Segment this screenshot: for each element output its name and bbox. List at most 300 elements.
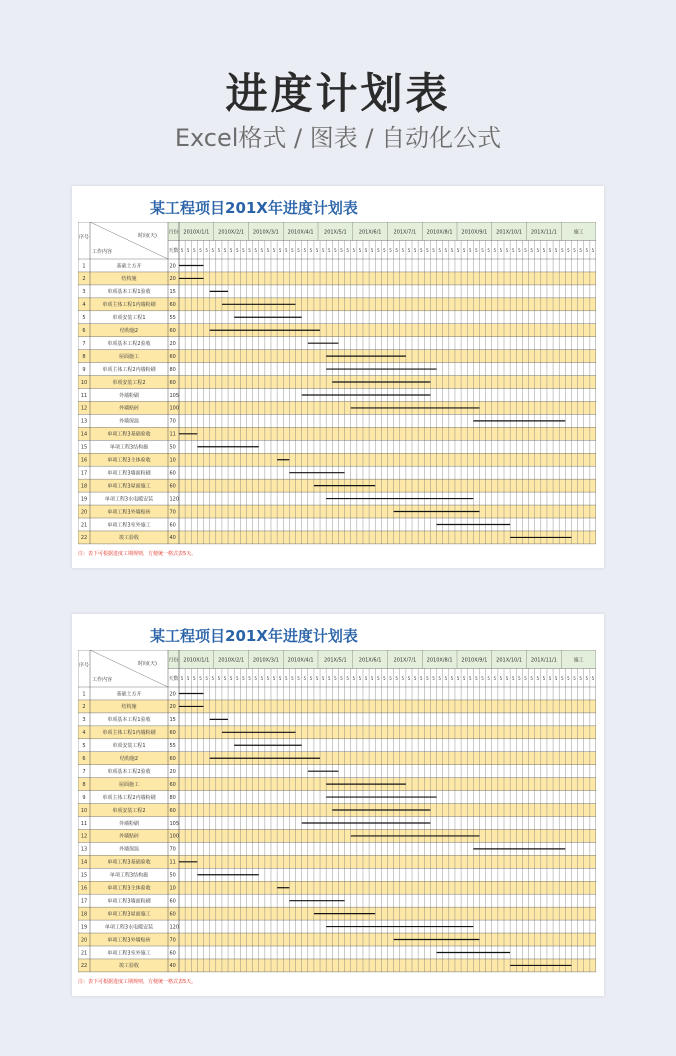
day-tick-label: 5 xyxy=(505,247,509,253)
row-number: 1 xyxy=(82,263,86,270)
row-number: 15 xyxy=(80,872,88,879)
day-tick-label: 5 xyxy=(389,675,392,681)
hero-subtitle: Excel格式 / 图表 / 自动化公式 xyxy=(174,124,502,152)
row-number: 7 xyxy=(82,340,86,347)
task-days: 20 xyxy=(169,704,176,711)
row-number: 21 xyxy=(80,522,88,529)
day-tick-label: 5 xyxy=(186,247,190,253)
day-tick-label: 5 xyxy=(291,675,294,681)
time-header: 时间(天) xyxy=(138,233,157,239)
task-name: 单项工程3屋面施工 xyxy=(107,911,151,918)
row-number: 16 xyxy=(80,885,88,892)
gantt-svg xyxy=(78,650,596,973)
day-tick-label: 5 xyxy=(511,247,515,253)
day-tick-label: 5 xyxy=(340,675,343,681)
task-days: 60 xyxy=(169,522,176,529)
days-col-header: 天数 xyxy=(168,675,179,682)
day-tick-label: 5 xyxy=(469,675,472,681)
day-tick-label: 5 xyxy=(444,247,448,253)
row-number: 20 xyxy=(80,937,88,944)
day-tick-label: 5 xyxy=(395,675,398,681)
day-tick-label: 5 xyxy=(205,247,208,253)
row-number: 8 xyxy=(82,353,86,360)
day-tick-label: 5 xyxy=(266,247,270,253)
day-tick-label: 5 xyxy=(573,247,576,253)
day-tick-label: 5 xyxy=(481,247,484,253)
task-name: 结构施 xyxy=(121,276,137,283)
day-tick-label: 5 xyxy=(346,675,349,681)
seq-header: 序号 xyxy=(78,662,90,669)
sheet-title: 某工程项目201X年进度计划表 xyxy=(150,199,358,217)
task-name: 屋面施工 xyxy=(118,781,140,788)
day-tick-label: 5 xyxy=(493,675,497,681)
task-name: 单项主体工程2内墙粉刷 xyxy=(102,794,156,801)
task-days: 60 xyxy=(169,470,176,477)
day-tick-label: 5 xyxy=(542,675,546,681)
row-bg xyxy=(78,427,596,440)
task-name: 外墙保温 xyxy=(118,846,140,853)
seq-header: 序号 xyxy=(78,234,90,241)
day-tick-label: 5 xyxy=(426,247,429,253)
row-number: 11 xyxy=(80,392,88,399)
day-tick-label: 5 xyxy=(180,675,184,681)
day-tick-label: 5 xyxy=(370,247,374,253)
day-tick-label: 5 xyxy=(321,247,325,253)
day-tick-label: 5 xyxy=(383,675,386,681)
day-tick-label: 5 xyxy=(462,247,466,253)
task-name: 单项工程3基础验收 xyxy=(107,859,151,866)
month-label: 201X/7/1 xyxy=(393,229,417,236)
day-tick-label: 5 xyxy=(548,247,552,253)
day-tick-label: 5 xyxy=(493,247,497,253)
month-label: 施工 xyxy=(573,229,584,236)
day-tick-label: 5 xyxy=(260,247,264,253)
row-number: 6 xyxy=(82,328,86,335)
month-label: 201X/5/1 xyxy=(324,657,347,664)
day-tick-label: 5 xyxy=(278,675,282,681)
row-number: 19 xyxy=(80,924,88,931)
task-name: 单项基本工程2验收 xyxy=(107,340,151,347)
spreadsheet-preview-2 xyxy=(72,614,604,996)
day-tick-label: 5 xyxy=(579,247,582,253)
day-tick-label: 5 xyxy=(377,247,380,253)
day-tick-label: 5 xyxy=(254,675,257,681)
days-col-header: 天数 xyxy=(168,247,179,254)
task-days: 105 xyxy=(169,820,180,827)
row-bg xyxy=(78,700,596,713)
row-bg xyxy=(78,272,596,285)
day-tick-label: 5 xyxy=(217,247,221,253)
day-tick-label: 5 xyxy=(205,675,208,681)
task-days: 20 xyxy=(169,691,176,698)
month-label: 2010X/1/1 xyxy=(183,229,210,236)
day-tick-label: 5 xyxy=(499,675,503,681)
month-label: 201X/10/1 xyxy=(496,229,523,236)
task-days: 60 xyxy=(169,328,176,335)
task-name: 外墙贴砖 xyxy=(118,833,140,840)
day-tick-label: 5 xyxy=(450,247,454,253)
task-days: 80 xyxy=(169,366,176,373)
task-days: 40 xyxy=(169,535,176,542)
task-days: 100 xyxy=(169,833,180,840)
task-days: 20 xyxy=(169,340,176,347)
row-bg xyxy=(78,868,596,881)
day-tick-label: 5 xyxy=(272,675,276,681)
task-days: 60 xyxy=(169,807,176,814)
task-name: 单项安装工程1 xyxy=(112,743,146,750)
row-number: 9 xyxy=(82,366,86,373)
month-label: 2010X/8/1 xyxy=(426,657,453,664)
task-days: 20 xyxy=(169,263,176,270)
task-name: 单项工程3结构施 xyxy=(109,872,149,879)
row-bg xyxy=(78,933,596,946)
day-tick-label: 5 xyxy=(401,675,405,681)
day-tick-label: 5 xyxy=(193,675,196,681)
day-tick-label: 5 xyxy=(297,247,300,253)
day-tick-label: 5 xyxy=(407,247,411,253)
day-tick-label: 5 xyxy=(370,675,374,681)
month-label: 201X/10/1 xyxy=(496,657,523,664)
row-bg xyxy=(78,946,596,959)
row-bg xyxy=(78,687,596,700)
row-number: 14 xyxy=(80,859,88,866)
day-tick-label: 5 xyxy=(315,247,319,253)
day-tick-label: 5 xyxy=(518,247,521,253)
day-tick-label: 5 xyxy=(340,247,343,253)
task-days: 60 xyxy=(169,379,176,386)
row-number: 9 xyxy=(82,794,86,801)
day-tick-label: 5 xyxy=(407,675,411,681)
task-days: 60 xyxy=(169,781,176,788)
task-name: 结构施 xyxy=(121,704,137,711)
task-days: 60 xyxy=(169,911,176,918)
task-name: 单项基本工程1验收 xyxy=(107,289,151,296)
day-tick-label: 5 xyxy=(591,247,595,253)
task-days: 80 xyxy=(169,794,176,801)
day-tick-label: 5 xyxy=(542,247,546,253)
task-days: 60 xyxy=(169,302,176,309)
task-days: 15 xyxy=(169,717,176,724)
day-tick-label: 5 xyxy=(591,675,595,681)
day-tick-label: 5 xyxy=(560,247,564,253)
month-label: 2010X/9/1 xyxy=(461,229,488,236)
day-tick-label: 5 xyxy=(432,675,435,681)
row-number: 22 xyxy=(80,963,88,970)
row-bg xyxy=(78,518,596,531)
day-tick-label: 5 xyxy=(186,675,190,681)
task-name: 外墙贴砖 xyxy=(118,405,140,412)
day-tick-label: 5 xyxy=(193,247,196,253)
day-tick-label: 5 xyxy=(530,675,533,681)
month-label: 施工 xyxy=(573,657,584,664)
day-tick-label: 5 xyxy=(524,675,527,681)
gantt-svg xyxy=(78,222,596,545)
row-bg xyxy=(78,298,596,311)
day-tick-label: 5 xyxy=(573,675,576,681)
task-name: 单项工程3基础验收 xyxy=(107,431,151,438)
day-tick-label: 5 xyxy=(567,675,570,681)
day-tick-label: 5 xyxy=(364,247,368,253)
day-tick-label: 5 xyxy=(413,247,417,253)
task-days: 60 xyxy=(169,483,176,490)
row-number: 22 xyxy=(80,535,88,542)
day-tick-label: 5 xyxy=(419,247,423,253)
day-tick-label: 5 xyxy=(346,247,349,253)
day-tick-label: 5 xyxy=(481,675,484,681)
day-tick-label: 5 xyxy=(567,247,570,253)
task-days: 55 xyxy=(169,315,176,322)
row-number: 17 xyxy=(80,898,88,905)
day-tick-label: 5 xyxy=(211,675,215,681)
day-tick-label: 5 xyxy=(413,675,417,681)
row-number: 4 xyxy=(82,302,86,309)
day-tick-label: 5 xyxy=(327,675,331,681)
row-number: 17 xyxy=(80,470,88,477)
task-days: 60 xyxy=(169,898,176,905)
day-tick-label: 5 xyxy=(242,675,245,681)
day-tick-label: 5 xyxy=(260,675,264,681)
day-tick-label: 5 xyxy=(285,247,288,253)
day-tick-label: 5 xyxy=(291,247,294,253)
day-tick-label: 5 xyxy=(272,247,276,253)
row-bg xyxy=(78,401,596,414)
task-name: 单项主体工程1内墙粉刷 xyxy=(102,730,156,737)
day-tick-label: 5 xyxy=(456,675,460,681)
day-tick-label: 5 xyxy=(315,675,319,681)
day-tick-label: 5 xyxy=(456,247,460,253)
day-tick-label: 5 xyxy=(511,675,515,681)
task-name: 单项工程3外墙贴砖 xyxy=(107,509,151,516)
task-name: 外墙粉刷 xyxy=(118,392,140,399)
task-name: 基础土方开 xyxy=(116,691,142,698)
task-name: 结构施2 xyxy=(119,328,139,335)
day-tick-label: 5 xyxy=(303,675,306,681)
day-tick-label: 5 xyxy=(303,247,306,253)
sheet-note: 注：表下可根据进度工期规则，方便统一格式表5天。 xyxy=(78,551,197,557)
day-tick-label: 5 xyxy=(327,247,331,253)
day-tick-label: 5 xyxy=(211,247,215,253)
day-tick-label: 5 xyxy=(432,247,435,253)
row-bg xyxy=(78,285,596,298)
task-name: 外墙保温 xyxy=(118,418,140,425)
day-tick-label: 5 xyxy=(536,675,540,681)
day-tick-label: 5 xyxy=(248,247,251,253)
task-name: 单项工程3主体验收 xyxy=(107,457,151,464)
task-name: 单项工程3水电暖安装 xyxy=(104,924,154,931)
day-tick-label: 5 xyxy=(505,675,509,681)
task-name: 竣工验收 xyxy=(118,535,140,542)
row-number: 19 xyxy=(80,496,88,503)
row-number: 3 xyxy=(82,717,86,724)
day-tick-label: 5 xyxy=(321,675,325,681)
day-tick-label: 5 xyxy=(585,247,589,253)
task-days: 120 xyxy=(169,496,180,503)
row-bg xyxy=(78,311,596,324)
day-tick-label: 5 xyxy=(438,247,441,253)
row-bg xyxy=(78,440,596,453)
gantt-table xyxy=(78,222,596,548)
day-tick-label: 5 xyxy=(358,247,362,253)
row-number: 16 xyxy=(80,457,88,464)
row-bg xyxy=(78,505,596,518)
task-name: 单项工程3墙面粉刷 xyxy=(107,470,151,477)
task-name: 单项工程3主体验收 xyxy=(107,885,151,892)
task-days: 10 xyxy=(169,457,176,464)
month-label: 201X/7/1 xyxy=(393,657,417,664)
row-bg xyxy=(78,855,596,868)
day-tick-label: 5 xyxy=(248,675,251,681)
day-tick-label: 5 xyxy=(334,675,337,681)
row-bg xyxy=(78,739,596,752)
task-name: 单项安装工程2 xyxy=(112,379,146,386)
task-name: 单项基本工程2验收 xyxy=(107,768,151,775)
day-tick-label: 5 xyxy=(235,675,239,681)
day-tick-label: 5 xyxy=(560,675,564,681)
day-tick-label: 5 xyxy=(242,247,245,253)
task-name: 单项主体工程1内墙粉刷 xyxy=(102,302,156,309)
row-number: 1 xyxy=(82,691,86,698)
month-label: 2010X/2/1 xyxy=(218,657,245,664)
day-tick-label: 5 xyxy=(462,675,466,681)
day-tick-label: 5 xyxy=(217,675,221,681)
day-tick-label: 5 xyxy=(297,675,300,681)
task-name: 外墙粉刷 xyxy=(118,820,140,827)
day-tick-label: 5 xyxy=(438,675,441,681)
day-tick-label: 5 xyxy=(352,247,356,253)
day-tick-label: 5 xyxy=(389,247,392,253)
month-label: 2010X/3/1 xyxy=(252,657,279,664)
task-name: 单项工程3屋面施工 xyxy=(107,483,151,490)
day-tick-label: 5 xyxy=(309,675,313,681)
row-number: 10 xyxy=(80,807,88,814)
task-days: 15 xyxy=(169,289,176,296)
month-col-header: 月份 xyxy=(168,229,179,236)
day-tick-label: 5 xyxy=(377,675,380,681)
day-tick-label: 5 xyxy=(536,247,540,253)
row-number: 7 xyxy=(82,768,86,775)
day-tick-label: 5 xyxy=(487,675,490,681)
day-tick-label: 5 xyxy=(223,247,227,253)
day-tick-label: 5 xyxy=(266,675,270,681)
task-days: 70 xyxy=(169,418,176,425)
row-number: 6 xyxy=(82,756,86,763)
task-name: 单项主体工程2内墙粉刷 xyxy=(102,366,156,373)
task-days: 60 xyxy=(169,756,176,763)
day-tick-label: 5 xyxy=(426,675,429,681)
month-label: 201X/6/1 xyxy=(358,657,382,664)
task-days: 105 xyxy=(169,392,180,399)
row-bg xyxy=(78,713,596,726)
task-days: 50 xyxy=(169,444,176,451)
task-days: 60 xyxy=(169,730,176,737)
month-label: 201X/6/1 xyxy=(358,229,382,236)
row-number: 15 xyxy=(80,444,88,451)
task-days: 60 xyxy=(169,353,176,360)
task-days: 120 xyxy=(169,924,180,931)
day-tick-label: 5 xyxy=(223,675,227,681)
day-tick-label: 5 xyxy=(199,675,202,681)
row-bg xyxy=(78,726,596,739)
row-number: 20 xyxy=(80,509,88,516)
day-tick-label: 5 xyxy=(419,675,423,681)
task-name: 单项安装工程1 xyxy=(112,315,146,322)
row-number: 13 xyxy=(80,846,88,853)
task-days: 70 xyxy=(169,846,176,853)
day-tick-label: 5 xyxy=(229,247,233,253)
day-tick-label: 5 xyxy=(334,247,337,253)
day-tick-label: 5 xyxy=(444,675,448,681)
task-days: 20 xyxy=(169,768,176,775)
day-tick-label: 5 xyxy=(524,247,527,253)
day-tick-label: 5 xyxy=(585,675,589,681)
month-label: 201X/11/1 xyxy=(530,229,557,236)
row-number: 5 xyxy=(82,743,86,750)
day-tick-label: 5 xyxy=(530,247,533,253)
month-label: 2010X/1/1 xyxy=(183,657,210,664)
task-name: 单项工程3室外施工 xyxy=(107,950,151,957)
time-header: 时间(天) xyxy=(138,661,157,667)
task-days: 70 xyxy=(169,937,176,944)
row-number: 18 xyxy=(80,483,88,490)
month-label: 2010X/8/1 xyxy=(426,229,453,236)
day-tick-label: 5 xyxy=(180,247,184,253)
day-tick-label: 5 xyxy=(450,675,454,681)
day-tick-label: 5 xyxy=(352,675,356,681)
task-name: 结构施2 xyxy=(119,756,139,763)
task-days: 60 xyxy=(169,950,176,957)
row-bg xyxy=(78,324,596,337)
task-days: 20 xyxy=(169,276,176,283)
task-name: 单项工程3外墙贴砖 xyxy=(107,937,151,944)
day-tick-label: 5 xyxy=(395,247,398,253)
task-header: 工作内容 xyxy=(92,249,113,255)
day-tick-label: 5 xyxy=(401,247,405,253)
day-tick-label: 5 xyxy=(548,675,552,681)
row-number: 21 xyxy=(80,950,88,957)
task-days: 55 xyxy=(169,743,176,750)
day-tick-label: 5 xyxy=(358,675,362,681)
row-number: 18 xyxy=(80,911,88,918)
row-bg xyxy=(78,829,596,842)
task-days: 10 xyxy=(169,885,176,892)
spreadsheet-preview-1 xyxy=(72,186,604,568)
day-tick-label: 5 xyxy=(475,247,478,253)
month-label: 2010X/4/1 xyxy=(287,657,314,664)
task-name: 单项工程3结构施 xyxy=(109,444,149,451)
month-label: 2010X/9/1 xyxy=(461,657,488,664)
row-number: 4 xyxy=(82,730,86,737)
row-number: 12 xyxy=(80,405,88,412)
task-days: 100 xyxy=(169,405,180,412)
day-tick-label: 5 xyxy=(579,675,582,681)
day-tick-label: 5 xyxy=(285,675,288,681)
month-label: 201X/11/1 xyxy=(530,657,557,664)
month-label: 2010X/2/1 xyxy=(218,229,245,236)
task-name: 基础土方开 xyxy=(116,263,142,270)
row-number: 8 xyxy=(82,781,86,788)
row-number: 10 xyxy=(80,379,88,386)
day-tick-label: 5 xyxy=(199,247,202,253)
task-name: 单项基本工程1验收 xyxy=(107,717,151,724)
day-tick-label: 5 xyxy=(518,675,521,681)
day-tick-label: 5 xyxy=(487,247,490,253)
task-name: 单项工程3水电暖安装 xyxy=(104,496,154,503)
row-bg xyxy=(78,259,596,272)
row-number: 12 xyxy=(80,833,88,840)
row-bg xyxy=(78,453,596,466)
row-bg xyxy=(78,752,596,765)
task-name: 竣工验收 xyxy=(118,963,140,970)
